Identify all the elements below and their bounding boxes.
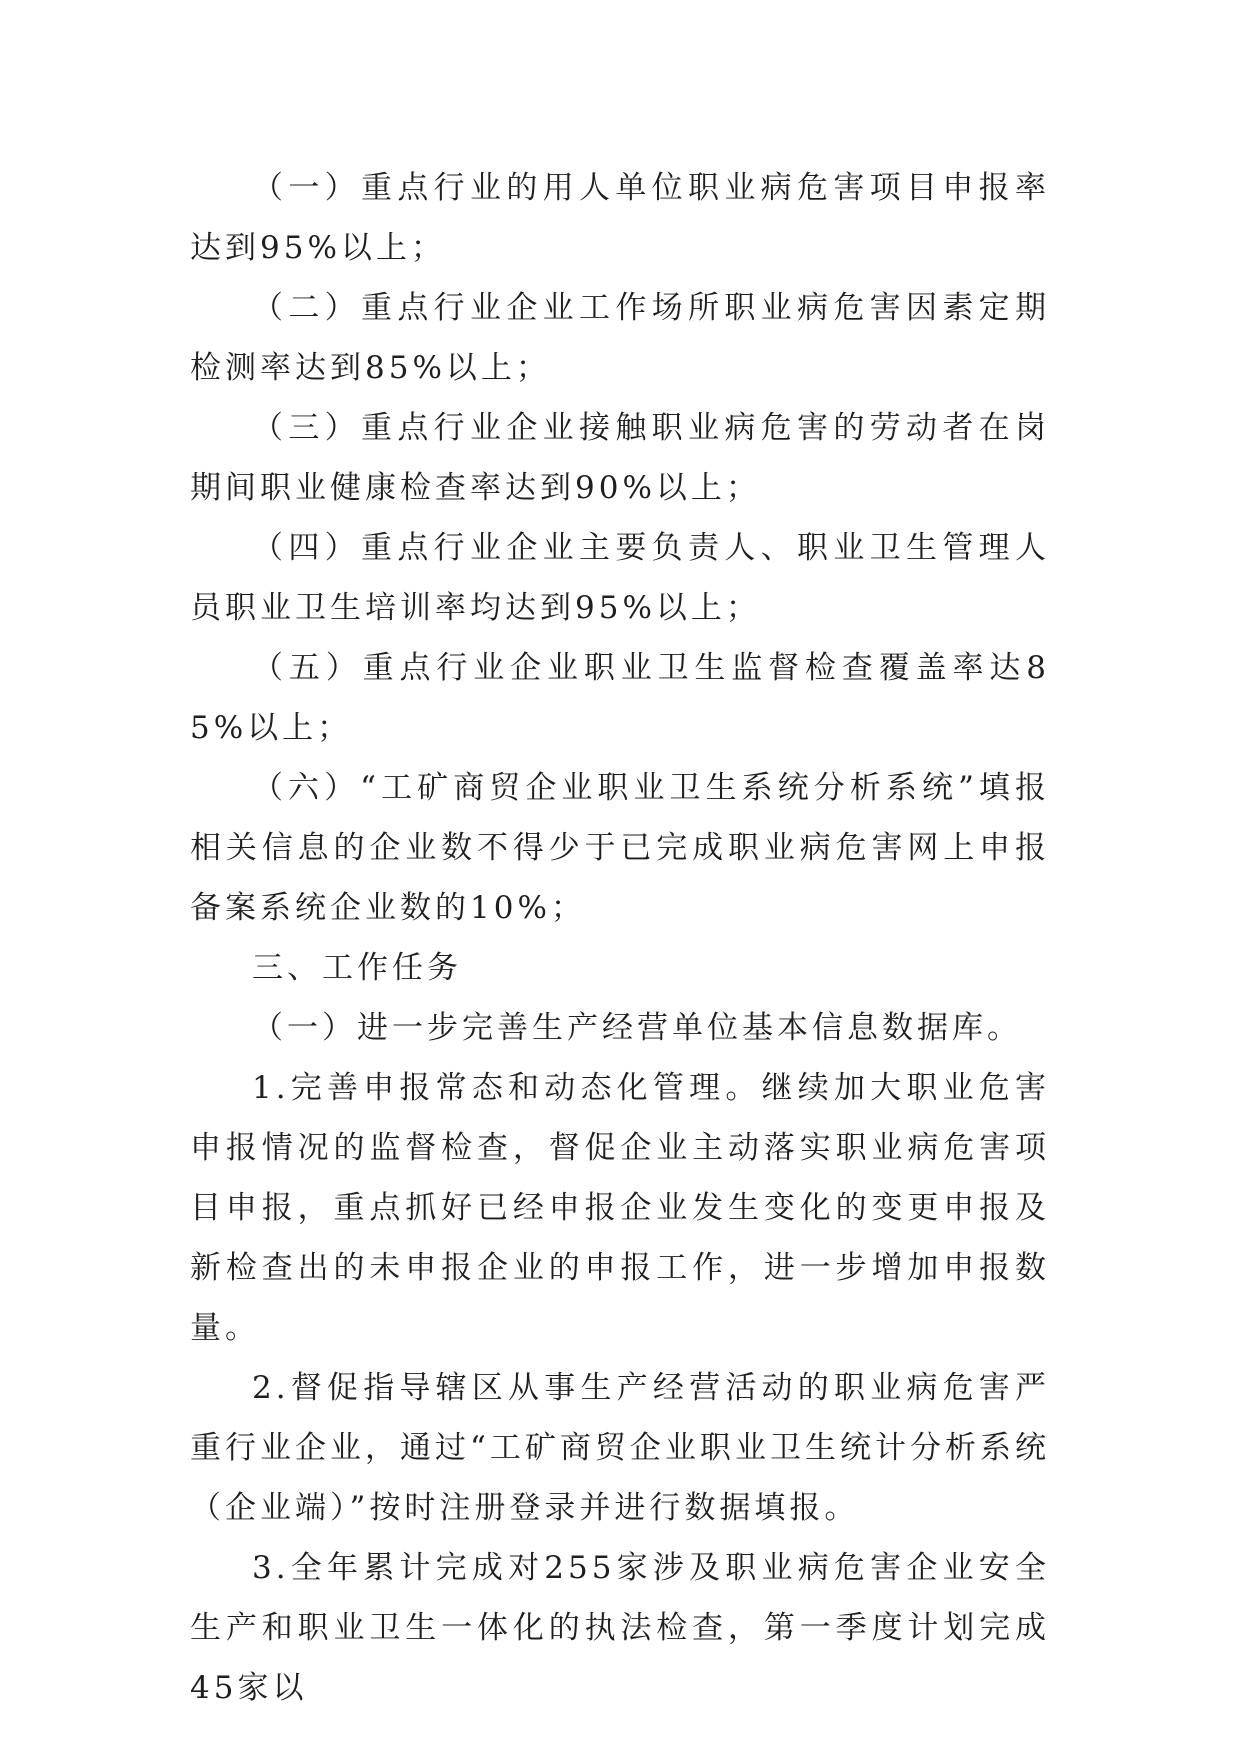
target-item-5: （五）重点行业企业职业卫生监督检查覆盖率达85%以上；: [190, 650, 1050, 746]
target-item-2: （二）重点行业企业工作场所职业病危害因素定期检测率达到85%以上；: [190, 290, 1050, 386]
task-item-2: 2.督促指导辖区从事生产经营活动的职业病危害严重行业企业，通过“工矿商贸企业职业卫生统计分析系统（企业端）”按时注册登录并进行数据填报。: [190, 1370, 1050, 1526]
target-item-6: （六）“工矿商贸企业职业卫生系统分析系统”填报相关信息的企业数不得少于已完成职业病危害网上申报备案系统企业数的10%；: [190, 770, 1050, 926]
target-item-4: （四）重点行业企业主要负责人、职业卫生管理人员职业卫生培训率均达到95%以上；: [190, 530, 1050, 626]
target-item-3: （三）重点行业企业接触职业病危害的劳动者在岗期间职业健康检查率达到90%以上；: [190, 410, 1050, 506]
document-body: [190, 158, 1050, 1718]
task-item-3: 3.全年累计完成对255家涉及职业病危害企业安全生产和职业卫生一体化的执法检查，第一季度计划完成45家以: [190, 1550, 1050, 1706]
subsection-heading: （一）进一步完善生产经营单位基本信息数据库。: [252, 1010, 1022, 1046]
task-item-1: 1.完善申报常态和动态化管理。继续加大职业危害申报情况的监督检查，督促企业主动落实职业病危害项目申报，重点抓好已经申报企业发生变化的变更申报及新检查出的未申报企业的申报工作，进一步增加申报数量。: [190, 1070, 1050, 1346]
section-heading: 三、工作任务: [252, 950, 462, 986]
target-item-1: （一）重点行业的用人单位职业病危害项目申报率达到95%以上；: [190, 170, 1050, 266]
